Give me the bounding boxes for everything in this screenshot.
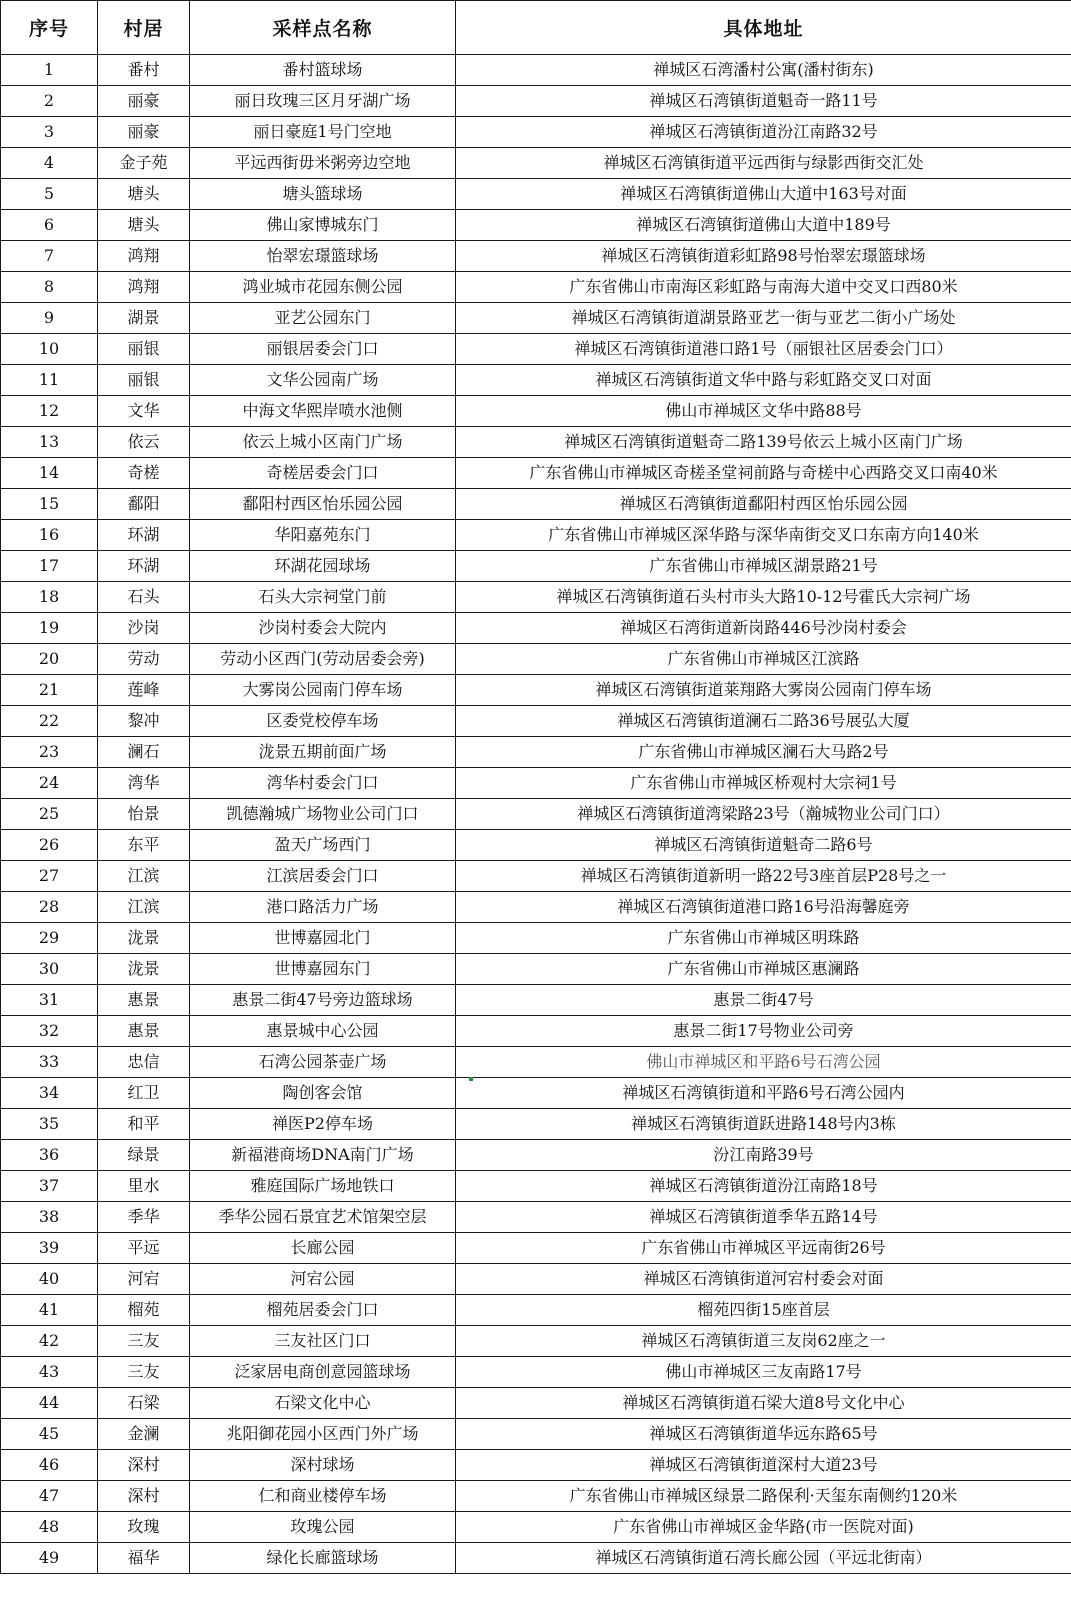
cell-index: 13: [1, 427, 98, 458]
table-row: [1, 520, 1071, 551]
table-row: [1, 334, 1071, 365]
cell-address: 禅城区石湾镇街道新明一路22号3座首层P28号之一: [456, 861, 1071, 892]
cell-index: 42: [1, 1326, 98, 1357]
cell-village: 和平: [98, 1109, 190, 1140]
cell-index: 18: [1, 582, 98, 613]
table-row: [1, 892, 1071, 923]
cell-address: 禅城区石湾镇街道和平路6号石湾公园内: [456, 1078, 1071, 1109]
cell-address: 禅城区石湾镇街道河宕村委会对面: [456, 1264, 1071, 1295]
cell-index: 32: [1, 1016, 98, 1047]
cell-index: 38: [1, 1202, 98, 1233]
cell-address: 广东省佛山市禅城区绿景二路保利·天玺东南侧约120米: [456, 1481, 1071, 1512]
cell-village: 深村: [98, 1450, 190, 1481]
cell-index: 7: [1, 241, 98, 272]
cell-address: 禅城区石湾镇街道文华中路与彩虹路交叉口对面: [456, 365, 1071, 396]
cell-village: 绿景: [98, 1140, 190, 1171]
cell-site-name: 仁和商业楼停车场: [190, 1481, 456, 1512]
cell-site-name: 绿化长廊篮球场: [190, 1543, 456, 1574]
cell-address: 广东省佛山市禅城区金华路(市一医院对面): [456, 1512, 1071, 1543]
table-row: [1, 117, 1071, 148]
cell-village: 劳动: [98, 644, 190, 675]
cell-village: 河宕: [98, 1264, 190, 1295]
cell-village: 榴苑: [98, 1295, 190, 1326]
cell-index: 15: [1, 489, 98, 520]
table-row: [1, 303, 1071, 334]
cell-index: 31: [1, 985, 98, 1016]
table-row: [1, 1109, 1071, 1140]
cell-site-name: 劳动小区西门(劳动居委会旁): [190, 644, 456, 675]
cell-address: 广东省佛山市禅城区惠澜路: [456, 954, 1071, 985]
cell-address: 禅城区石湾镇街道三友岗62座之一: [456, 1326, 1071, 1357]
cell-address: 禅城区石湾镇街道港口路16号沿海馨庭旁: [456, 892, 1071, 923]
cell-address: 禅城区石湾镇街道彩虹路98号怡翠宏璟篮球场: [456, 241, 1071, 272]
cell-village: 红卫: [98, 1078, 190, 1109]
cell-address: 禅城区石湾镇街道澜石二路36号展弘大厦: [456, 706, 1071, 737]
cell-village: 丽豪: [98, 86, 190, 117]
cell-address: 禅城区石湾镇街道平远西街与绿影西街交汇处: [456, 148, 1071, 179]
cell-village: 依云: [98, 427, 190, 458]
table-row: [1, 582, 1071, 613]
cell-index: 36: [1, 1140, 98, 1171]
cell-address: 禅城区石湾镇街道石头村市头大路10-12号霍氏大宗祠广场: [456, 582, 1071, 613]
table-row: [1, 1233, 1071, 1264]
cell-site-name: 中海文华熙岸喷水池侧: [190, 396, 456, 427]
cell-site-name: 奇槎居委会门口: [190, 458, 456, 489]
cell-index: 9: [1, 303, 98, 334]
cell-village: 湾华: [98, 768, 190, 799]
table-row: [1, 1419, 1071, 1450]
cell-village: 深村: [98, 1481, 190, 1512]
cell-index: 43: [1, 1357, 98, 1388]
cell-index: 33: [1, 1047, 98, 1078]
cell-village: 三友: [98, 1357, 190, 1388]
cell-index: 2: [1, 86, 98, 117]
cell-village: 丽银: [98, 334, 190, 365]
header-site-name: 采样点名称: [190, 1, 456, 55]
cell-address: 广东省佛山市南海区彩虹路与南海大道中交叉口西80米: [456, 272, 1071, 303]
cell-village: 金子苑: [98, 148, 190, 179]
cell-address: 惠景二街17号物业公司旁: [456, 1016, 1071, 1047]
cell-index: 6: [1, 210, 98, 241]
cell-village: 东平: [98, 830, 190, 861]
cell-site-name: 深村球场: [190, 1450, 456, 1481]
table-row: [1, 1047, 1071, 1078]
cell-site-name: 凯德瀚城广场物业公司门口: [190, 799, 456, 830]
table-row: [1, 86, 1071, 117]
cell-site-name: 雅庭国际广场地铁口: [190, 1171, 456, 1202]
cell-address: 广东省佛山市禅城区明珠路: [456, 923, 1071, 954]
cell-index: 37: [1, 1171, 98, 1202]
cell-village: 惠景: [98, 1016, 190, 1047]
cell-site-name: 华阳嘉苑东门: [190, 520, 456, 551]
cell-index: 28: [1, 892, 98, 923]
cell-address: 禅城区石湾镇街道魁奇一路11号: [456, 86, 1071, 117]
table-body: [1, 55, 1071, 1574]
cell-index: 27: [1, 861, 98, 892]
cell-village: 鸿翔: [98, 272, 190, 303]
cell-site-name: 依云上城小区南门广场: [190, 427, 456, 458]
table-row: [1, 1326, 1071, 1357]
cell-index: 40: [1, 1264, 98, 1295]
cell-village: 莲峰: [98, 675, 190, 706]
cell-address: 禅城区石湾镇街道汾江南路18号: [456, 1171, 1071, 1202]
cell-address: 禅城区石湾镇街道汾江南路32号: [456, 117, 1071, 148]
cell-index: 3: [1, 117, 98, 148]
cell-village: 石梁: [98, 1388, 190, 1419]
cell-address: 广东省佛山市禅城区奇槎圣堂祠前路与奇槎中心西路交叉口南40米: [456, 458, 1071, 489]
cell-index: 10: [1, 334, 98, 365]
cell-site-name: 湾华村委会门口: [190, 768, 456, 799]
cell-index: 11: [1, 365, 98, 396]
cell-village: 季华: [98, 1202, 190, 1233]
cell-site-name: 惠景城中心公园: [190, 1016, 456, 1047]
cell-site-name: 长廊公园: [190, 1233, 456, 1264]
cell-village: 泷景: [98, 923, 190, 954]
cell-site-name: 环湖花园球场: [190, 551, 456, 582]
header-address: 具体地址: [456, 1, 1071, 55]
cell-village: 怡景: [98, 799, 190, 830]
table-row: [1, 1140, 1071, 1171]
cell-index: 49: [1, 1543, 98, 1574]
cell-index: 12: [1, 396, 98, 427]
cell-address: 佛山市禅城区和平路6号石湾公园: [456, 1047, 1071, 1078]
cell-village: 环湖: [98, 520, 190, 551]
cell-site-name: 泛家居电商创意园篮球场: [190, 1357, 456, 1388]
table-row: [1, 830, 1071, 861]
cell-village: 金澜: [98, 1419, 190, 1450]
cell-index: 19: [1, 613, 98, 644]
cell-site-name: 佛山家博城东门: [190, 210, 456, 241]
table-row: [1, 210, 1071, 241]
cell-index: 17: [1, 551, 98, 582]
table-row: [1, 272, 1071, 303]
cell-index: 1: [1, 55, 98, 86]
cell-address: 禅城区石湾镇街道魁奇二路6号: [456, 830, 1071, 861]
cell-address: 禅城区石湾镇街道佛山大道中189号: [456, 210, 1071, 241]
table-row: [1, 1295, 1071, 1326]
cell-site-name: 鸿业城市花园东侧公园: [190, 272, 456, 303]
cell-village: 石头: [98, 582, 190, 613]
cell-site-name: 榴苑居委会门口: [190, 1295, 456, 1326]
table-row: [1, 1450, 1071, 1481]
table-row: [1, 799, 1071, 830]
cell-address: 佛山市禅城区三友南路17号: [456, 1357, 1071, 1388]
cell-site-name: 泷景五期前面广场: [190, 737, 456, 768]
cell-site-name: 石梁文化中心: [190, 1388, 456, 1419]
cell-address: 广东省佛山市禅城区桥观村大宗祠1号: [456, 768, 1071, 799]
cell-site-name: 鄱阳村西区怡乐园公园: [190, 489, 456, 520]
table-row: [1, 1264, 1071, 1295]
cell-index: 30: [1, 954, 98, 985]
cell-index: 39: [1, 1233, 98, 1264]
cell-village: 黎冲: [98, 706, 190, 737]
cell-index: 35: [1, 1109, 98, 1140]
cell-site-name: 世博嘉园北门: [190, 923, 456, 954]
header-row: [1, 1, 1071, 55]
table-row: [1, 644, 1071, 675]
cell-index: 45: [1, 1419, 98, 1450]
cell-site-name: 兆阳御花园小区西门外广场: [190, 1419, 456, 1450]
cell-site-name: 丽银居委会门口: [190, 334, 456, 365]
cell-index: 29: [1, 923, 98, 954]
header-village: 村居: [98, 1, 190, 55]
header-index: 序号: [1, 1, 98, 55]
cell-address: 禅城区石湾街道新岗路446号沙岗村委会: [456, 613, 1071, 644]
cell-site-name: 世博嘉园东门: [190, 954, 456, 985]
cell-address: 汾江南路39号: [456, 1140, 1071, 1171]
cell-village: 澜石: [98, 737, 190, 768]
table-row: [1, 923, 1071, 954]
cell-index: 8: [1, 272, 98, 303]
cell-village: 环湖: [98, 551, 190, 582]
cell-site-name: 亚艺公园东门: [190, 303, 456, 334]
cell-address: 榴苑四街15座首层: [456, 1295, 1071, 1326]
cell-village: 湖景: [98, 303, 190, 334]
cell-address: 禅城区石湾镇街道湾梁路23号（瀚城物业公司门口）: [456, 799, 1071, 830]
cell-index: 46: [1, 1450, 98, 1481]
cell-address: 广东省佛山市禅城区平远南街26号: [456, 1233, 1071, 1264]
cell-site-name: 塘头篮球场: [190, 179, 456, 210]
table-row: [1, 1357, 1071, 1388]
table-row: [1, 1481, 1071, 1512]
table-row: [1, 489, 1071, 520]
cell-index: 47: [1, 1481, 98, 1512]
cell-address: 广东省佛山市禅城区深华路与深华南街交叉口东南方向140米: [456, 520, 1071, 551]
cell-site-name: 惠景二街47号旁边篮球场: [190, 985, 456, 1016]
table-row: [1, 954, 1071, 985]
cell-site-name: 港口路活力广场: [190, 892, 456, 923]
cell-address: 佛山市禅城区文华中路88号: [456, 396, 1071, 427]
cell-index: 20: [1, 644, 98, 675]
cell-address: 禅城区石湾镇街道深村大道23号: [456, 1450, 1071, 1481]
cell-site-name: 陶创客会馆: [190, 1078, 456, 1109]
cell-site-name: 季华公园石景宜艺术馆架空层: [190, 1202, 456, 1233]
cell-site-name: 河宕公园: [190, 1264, 456, 1295]
cell-site-name: 丽日豪庭1号门空地: [190, 117, 456, 148]
cell-site-name: 丽日玫瑰三区月牙湖广场: [190, 86, 456, 117]
cell-site-name: 三友社区门口: [190, 1326, 456, 1357]
table-row: [1, 1016, 1071, 1047]
cell-address: 禅城区石湾潘村公寓(潘村街东): [456, 55, 1071, 86]
cell-index: 34: [1, 1078, 98, 1109]
table-row: [1, 675, 1071, 706]
table-row: [1, 148, 1071, 179]
table-row: [1, 551, 1071, 582]
table-row: [1, 55, 1071, 86]
table-row: [1, 179, 1071, 210]
cell-site-name: 番村篮球场: [190, 55, 456, 86]
cell-village: 忠信: [98, 1047, 190, 1078]
cell-village: 奇槎: [98, 458, 190, 489]
table-row: [1, 1078, 1071, 1109]
cell-address: 禅城区石湾镇街道魁奇二路139号依云上城小区南门广场: [456, 427, 1071, 458]
table-row: [1, 985, 1071, 1016]
cell-village: 丽银: [98, 365, 190, 396]
cell-village: 文华: [98, 396, 190, 427]
table-row: [1, 365, 1071, 396]
table-row: [1, 768, 1071, 799]
cell-village: 塘头: [98, 210, 190, 241]
cell-site-name: 文华公园南广场: [190, 365, 456, 396]
cell-village: 平远: [98, 1233, 190, 1264]
cell-index: 16: [1, 520, 98, 551]
cell-index: 14: [1, 458, 98, 489]
cell-village: 福华: [98, 1543, 190, 1574]
cell-address: 禅城区石湾镇街道石湾长廊公园（平远北街南）: [456, 1543, 1071, 1574]
cell-village: 三友: [98, 1326, 190, 1357]
cell-site-name: 江滨居委会门口: [190, 861, 456, 892]
cell-site-name: 石头大宗祠堂门前: [190, 582, 456, 613]
cell-address: 广东省佛山市禅城区湖景路21号: [456, 551, 1071, 582]
cell-index: 23: [1, 737, 98, 768]
cell-site-name: 大雾岗公园南门停车场: [190, 675, 456, 706]
cell-village: 惠景: [98, 985, 190, 1016]
cell-index: 41: [1, 1295, 98, 1326]
cell-index: 5: [1, 179, 98, 210]
cell-village: 鸿翔: [98, 241, 190, 272]
table-row: [1, 396, 1071, 427]
cell-address: 禅城区石湾镇街道湖景路亚艺一街与亚艺二街小广场处: [456, 303, 1071, 334]
cell-address: 广东省佛山市禅城区江滨路: [456, 644, 1071, 675]
cell-address: 惠景二街47号: [456, 985, 1071, 1016]
cell-address: 禅城区石湾镇街道季华五路14号: [456, 1202, 1071, 1233]
cell-village: 鄱阳: [98, 489, 190, 520]
cell-address: 禅城区石湾镇街道鄱阳村西区怡乐园公园: [456, 489, 1071, 520]
cell-site-name: 石湾公园茶壶广场: [190, 1047, 456, 1078]
cell-village: 玫瑰: [98, 1512, 190, 1543]
cell-site-name: 怡翠宏璟篮球场: [190, 241, 456, 272]
table-row: [1, 458, 1071, 489]
cell-site-name: 玫瑰公园: [190, 1512, 456, 1543]
table-row: [1, 241, 1071, 272]
cell-village: 番村: [98, 55, 190, 86]
table-row: [1, 737, 1071, 768]
cell-index: 24: [1, 768, 98, 799]
cell-address: 广东省佛山市禅城区澜石大马路2号: [456, 737, 1071, 768]
cell-address: 禅城区石湾镇街道佛山大道中163号对面: [456, 179, 1071, 210]
cell-index: 44: [1, 1388, 98, 1419]
table-row: [1, 861, 1071, 892]
cell-village: 江滨: [98, 892, 190, 923]
cell-village: 泷景: [98, 954, 190, 985]
table-row: [1, 613, 1071, 644]
cell-address: 禅城区石湾镇街道莱翔路大雾岗公园南门停车场: [456, 675, 1071, 706]
cell-site-name: 平远西街毋米粥旁边空地: [190, 148, 456, 179]
cell-index: 22: [1, 706, 98, 737]
table-row: [1, 1171, 1071, 1202]
cell-site-name: 区委党校停车场: [190, 706, 456, 737]
cell-site-name: 盈天广场西门: [190, 830, 456, 861]
cell-village: 沙岗: [98, 613, 190, 644]
cell-address: 禅城区石湾镇街道华远东路65号: [456, 1419, 1071, 1450]
cell-index: 48: [1, 1512, 98, 1543]
cell-index: 25: [1, 799, 98, 830]
table-row: [1, 1543, 1071, 1574]
table-row: [1, 706, 1071, 737]
cell-village: 塘头: [98, 179, 190, 210]
cell-site-name: 禅医P2停车场: [190, 1109, 456, 1140]
cell-selection-marker: [469, 1077, 473, 1081]
table-row: [1, 1202, 1071, 1233]
cell-village: 里水: [98, 1171, 190, 1202]
cell-index: 21: [1, 675, 98, 706]
table-row: [1, 1388, 1071, 1419]
table-row: [1, 427, 1071, 458]
cell-address: 禅城区石湾镇街道跃进路148号内3栋: [456, 1109, 1071, 1140]
cell-index: 26: [1, 830, 98, 861]
cell-village: 江滨: [98, 861, 190, 892]
cell-site-name: 沙岗村委会大院内: [190, 613, 456, 644]
cell-address: 禅城区石湾镇街道港口路1号（丽银社区居委会门口）: [456, 334, 1071, 365]
cell-address: 禅城区石湾镇街道石梁大道8号文化中心: [456, 1388, 1071, 1419]
cell-village: 丽豪: [98, 117, 190, 148]
cell-site-name: 新福港商场DNA南门广场: [190, 1140, 456, 1171]
cell-index: 4: [1, 148, 98, 179]
table-row: [1, 1512, 1071, 1543]
